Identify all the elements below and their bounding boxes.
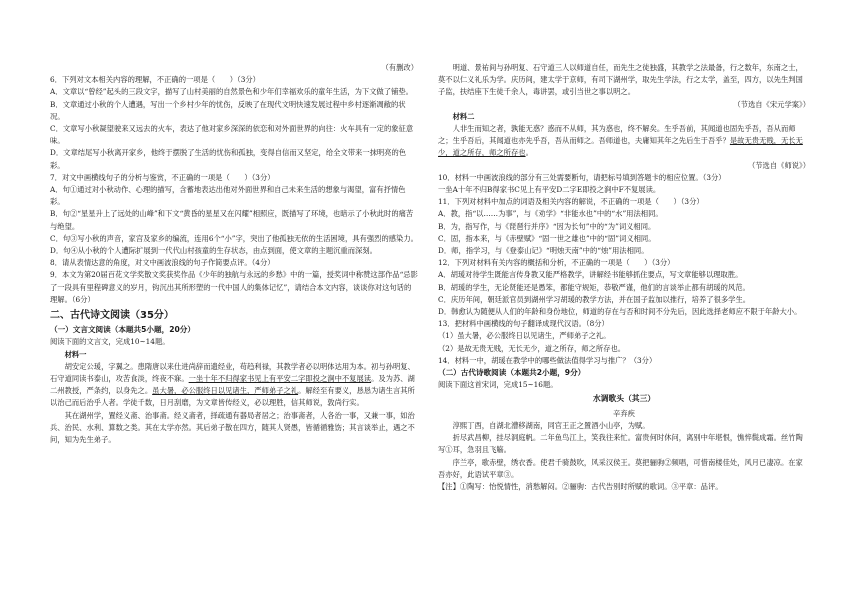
question-7: 7．对文中画横线句子的分析与鉴赏，不正确的一项是（ ）（3分） [50, 172, 275, 182]
option-6a: A．文章以“曾经”起头的三段文字，描写了山村美丽的自然景色和少年们幸福欢乐的童年生活，为下文做了铺垫。 [50, 87, 413, 97]
source-note: （节选自《师说》） [747, 160, 810, 170]
source-note: （有删改） [381, 63, 418, 72]
question-13-part-2: （2）是故无贵无贱，无长无少，道之所存，师之所存也。 [438, 343, 626, 353]
left-column [50, 62, 418, 446]
poem-author: 辛弃疾 [613, 408, 635, 418]
question-13-part-1: （1）虽大暑，必公服终日以见诸生，严师弟子之礼。 [438, 331, 611, 341]
option-6c: C．文章写小秋凝望驶来又远去的火车，表达了他对家乡深深的依恋和对外面世界的向往：火车具有一定的象征意味。 [50, 124, 414, 146]
question-8: 8．请从表情达意的角度，对文中画波浪线的句子作简要点评。（4分） [50, 258, 275, 268]
right-column [438, 62, 810, 493]
section-instruction: 阅读下面的文言文，完成10~14题。 [50, 337, 170, 347]
material-1-paragraph-1 [50, 361, 418, 410]
question-14: 14．材料一中，胡瑗在教学中的哪些做法值得学习与推广？（3分） [438, 355, 657, 365]
passage-text: 。解经至有要义，恳恳为诸生言其所以治己而后治乎人者。学徒千数，日月刮磨，为文章皆传经义，必以理胜，信其师说，敦尚行实。 [50, 386, 415, 408]
poem-notes: 【注】①陶写：怡悦情性，消愁解闷。②骊驹：古代告别时所赋的歌词。③平章：品评。 [438, 481, 723, 491]
section-instruction: 阅读下面这首宋词，完成15~16题。 [438, 380, 558, 390]
material-2-text [438, 123, 810, 160]
question-6: 6．下列对文本相关内容的理解，不正确的一项是（ ）（3分） [50, 75, 260, 85]
option-12d: D．韩愈认为随便从人们的年龄和身份地位，师道的存在与否和时间不分先后，因此选择老师应不限于年龄大小。 [438, 307, 802, 317]
section-heading: 二、古代诗文阅读（35分） [50, 310, 174, 322]
underlined-sentence: 是故无贵无贱，无长无少，道之所存，师之所存也 [438, 136, 803, 158]
option-6d: D．文章结尾写小秋离开家乡，他终于摆脱了生活的忧伤和孤独，变得自信而又坚定，给全文带来一抹明亮的色彩。 [50, 148, 407, 170]
option-11b: B．为，指写作，与《琵琶行并序》“因为长句”中的“为”词义相同。 [438, 221, 656, 231]
question-9: 9．本文为第20届百花文学奖散文奖获奖作品《少年的独航与永远的乡愁》中的一篇，授奖词中称赞这部作品“忌影了一段具有里程碑意义的岁月，钩沉出其所形塑的一代中国人的集体记忆”，请结合本文内容，谈谈你对这句话的理解。（6分） [50, 270, 418, 304]
poem-stanza-1: 折尽武昌柳，挂尽洞庭帆。二年鱼鸟江上，笑我往来忙。富贵何时休问，离别中年堪恨，憔悴鬓成霜。丝竹陶写①耳，急羽且飞觞。 [438, 433, 803, 455]
option-12b: B．胡瑗的学生，无论贤能还是愚笨，都能守规矩，恭敬严谨，他们的言谈举止都有胡瑗的风范。 [438, 282, 750, 292]
option-7b: B．句②“星星升上了远处的山峰”和下文“黄昏的星星又在闪耀”相照应，既描写了环境，也暗示了小秋此时的痛苦与绝望。 [50, 209, 414, 231]
option-7c: C．句③写小秋的声音，家宫及家乡的编流，连用6个“小”字，突出了他孤独无依的生活困境，具有强烈的感染力。 [50, 233, 418, 243]
option-11d: D．师，指学习，与《登泰山记》“明烛天南”中的“烛”用法相同。 [438, 246, 649, 256]
poem-stanza-2: 序兰亭，歌赤壁，绣衣香。使君千骑鼓吹，风采汉侯王。莫把骊驹②频唱，可惜南楼佳处，风月已凄凉。在家吾亦好，此语试平章③。 [438, 457, 803, 479]
option-7a: A．句①通过对小秋动作、心理的描写，含蓄地表达出他对外面世界和自己未来生活的想象与渴望，富有抒情色彩。 [50, 185, 406, 207]
option-11c: C．固，指本来，与《赤壁赋》“固一世之雄也”中的“固”词义相同。 [438, 233, 656, 243]
poem-title: 水调歌头（其三） [592, 394, 656, 404]
material-1-label: 材料一 [64, 349, 87, 359]
subsection-heading: （一）文言文阅读（本题共5小题，20分） [50, 325, 195, 335]
material-1-paragraph-2: 其在湖州学，置经义斋、治事斋。经义斋者，择疏通有器局者居之；治事斋者，人各治一事，又兼一事，如治兵、治民、水利、算数之类。其在太学亦然。其后弟子散在四方，随其人贤愚，皆循循雅饬；其言谈举止，遇之不问，知为先生弟子。 [50, 410, 415, 445]
passage-text: 胡安定公瑗，字翼之。患隋唐以来仕进尚辞而遗经业，苟趋利禄，其教学者必以明体达用为本。初与孙明复、石守道同读书泰山，攻苦食淡，终夜不寐。 [50, 361, 415, 384]
underlined-sentence: 虽大暑，必公服终日以见诸生，严师弟子之礼 [152, 386, 299, 396]
question-13: 13．把材料中画横线的句子翻译成现代汉语。（8分） [438, 319, 609, 329]
question-10: 10．材料一中画波浪线的部分有三处需要断句，请把标号填到答题卡的相应位置。（3分） [438, 172, 726, 182]
option-6b: B．文章通过小秋的个人遭遇，写出一个乡村少年的忧伤，反映了在现代文明快速发展过程中乡村逐渐凋敝的状况。 [50, 99, 406, 121]
question-10-sentence: 一坐A十年不归B得家书C见上有平安D二字E即投之涧中F不复展读。 [438, 185, 661, 195]
material-2-label: 材料二 [452, 111, 475, 121]
option-12a: A．胡瑗对待学生既能言传身教又能严格教学，讲解经书能够抓住要点，写文章能够以理取胜。 [438, 270, 743, 280]
option-12c: C．庆历年间，朝廷派官员到湖州学习胡瑗的教学方法，并在国子监加以推行，培养了很多学生。 [438, 294, 751, 304]
source-note: （节选自《宋元学案》） [733, 99, 810, 109]
option-7d: D．句④从小秋的个人遭际扩展到一代代山村孩童的生存状态，由点到面，使文章的主题沉重而深刻。 [50, 246, 377, 256]
passage-text: 。 [525, 148, 533, 158]
question-12: 12．下列对材料有关内容的概括和分析，不正确的一项是（ ）（3分） [438, 258, 675, 268]
option-11a: A．教，指“以……为事”，与《劝学》“非能水也”中的“水”用法相同。 [438, 209, 663, 219]
passage-text: 人非生而知之者，孰能无惑？惑而不从师，其为惑也，终不解矣。生乎吾前，其闻道也固先乎吾，吾从而师之；生乎吾后，其闻道也亦先乎吾，吾从而师之。吾师道也，夫庸知其年之先后生于吾乎？ [438, 124, 796, 146]
material-1-paragraph-3: 明道、景祐间与孙明复、石守道三人以师道自任，而先生之徒独盛，其教学之法最备，行之数年，东南之士，莫不以仁义礼乐为学。庆历间，建太学于京师，有司下湖州学，取先生学法，行之太学，盖至，四方，以先生判国子监，扶结座下生徒千余人，毒讲罢，或引当世之事以明之。 [438, 63, 803, 97]
question-11: 11．下列对材料中加点的词语及相关内容的解说，不正确的一项是（ ）（3分） [438, 197, 704, 207]
wavy-underlined-sentence: 一坐十年不归得家书见上有平安二字即投之涧中不复展读 [188, 374, 372, 384]
subsection-heading: （二）古代诗歌阅读（本题共2小题，9分） [438, 368, 586, 378]
poem-preface: 淳熙丁酉，自湖北漕移湖南，同官王正之置酒小山亭，为赋。 [452, 420, 650, 430]
passage-text: 。及为苏、湖二州教授，严条约，以身先之。 [50, 374, 415, 396]
